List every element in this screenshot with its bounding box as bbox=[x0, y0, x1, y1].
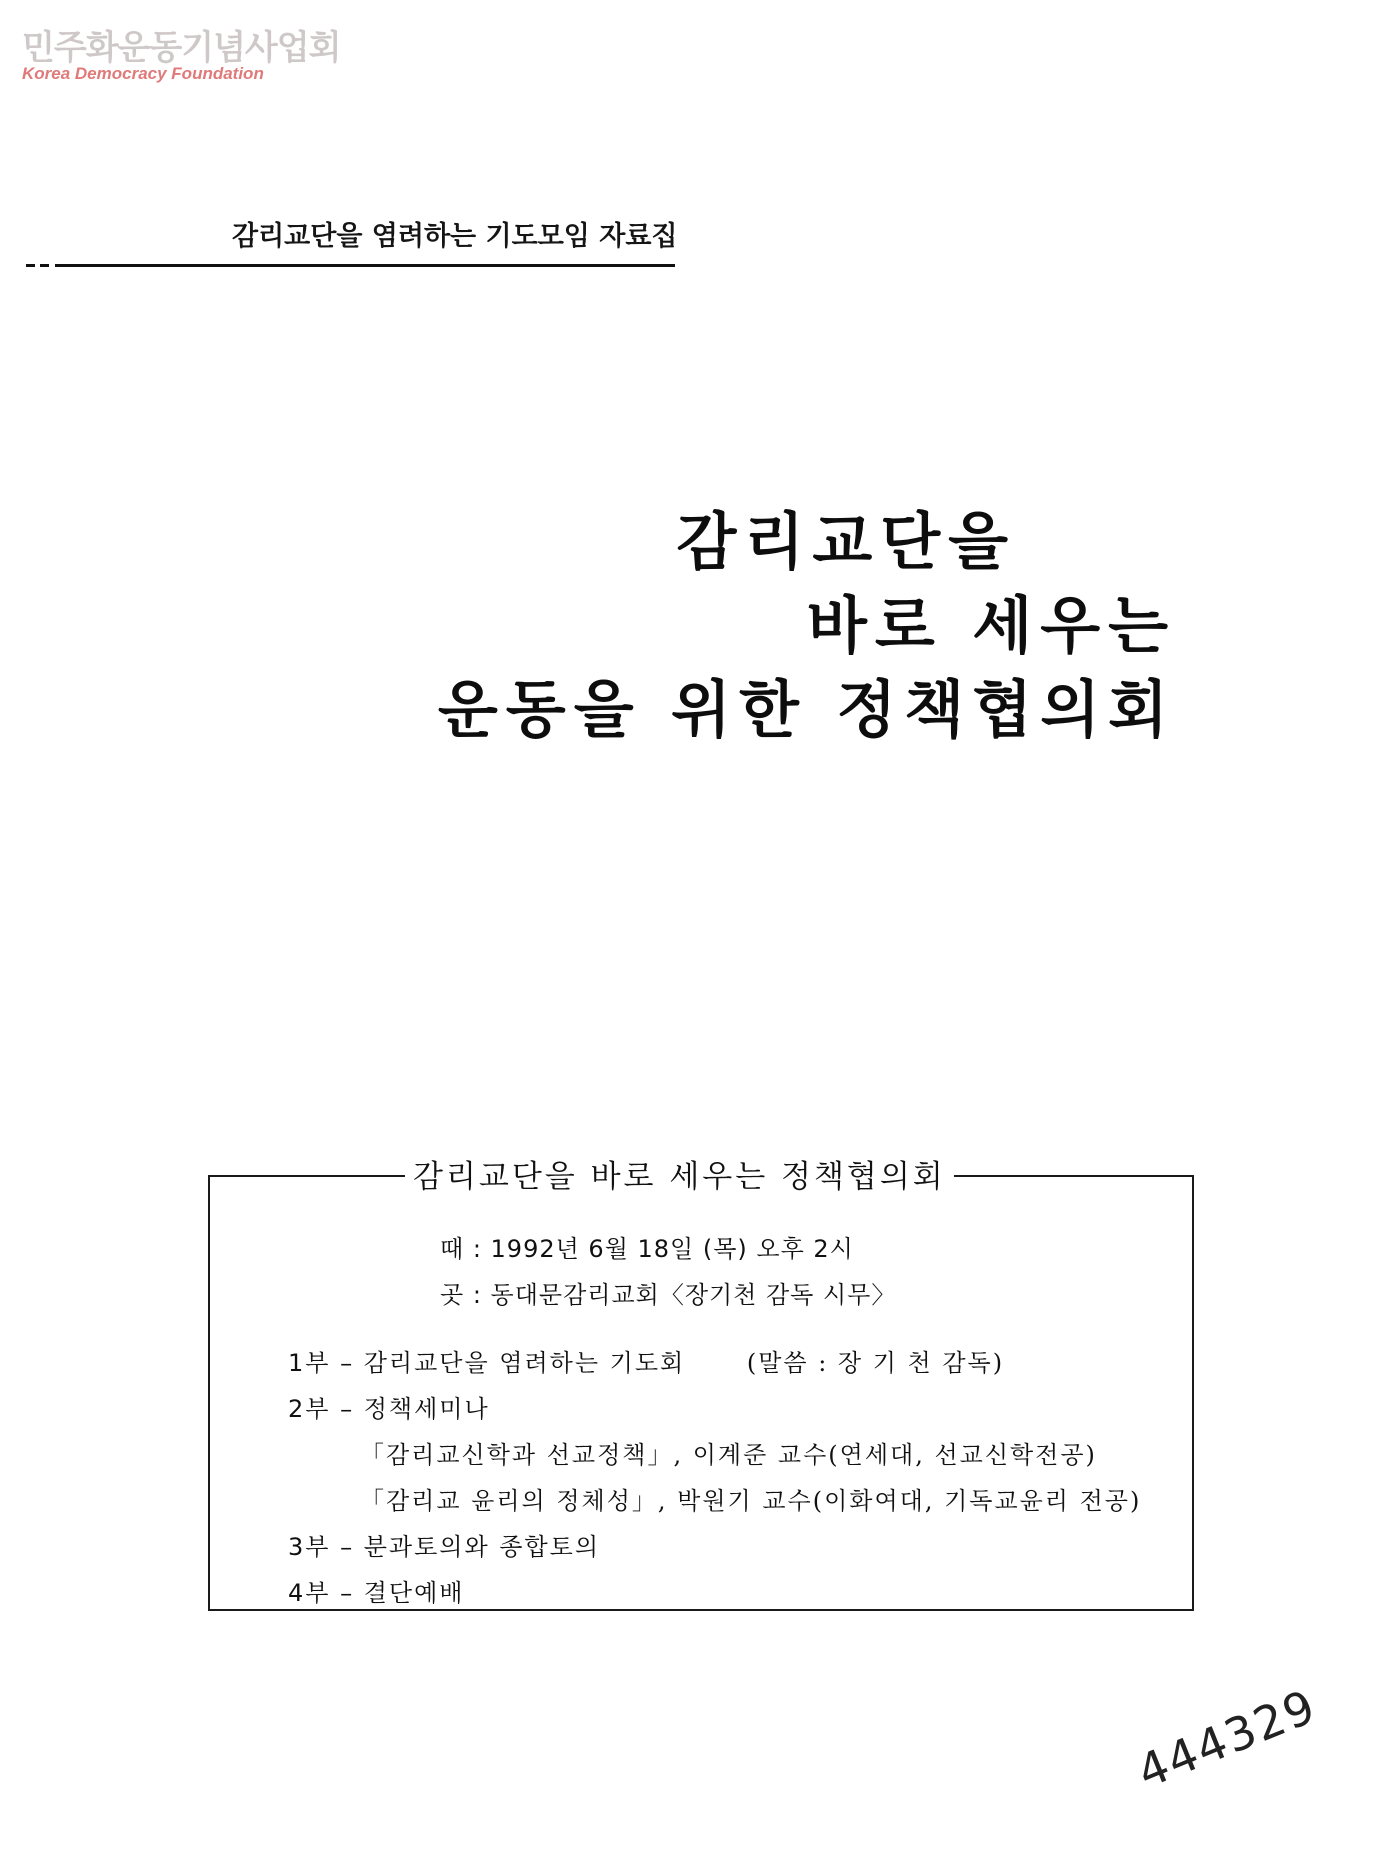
program-item-text: 결단예배 bbox=[363, 1579, 465, 1607]
program-dash: – bbox=[340, 1395, 355, 1423]
program-part-label: 1부 bbox=[288, 1349, 331, 1377]
main-title-line-1: 감리교단을 bbox=[676, 505, 1016, 578]
program-part-label: 4부 bbox=[288, 1579, 331, 1607]
program-item-text: 분과토의와 종합토의 bbox=[363, 1533, 601, 1561]
program-item-part-3 bbox=[288, 1527, 600, 1562]
main-title-line-2: 바로 세우는 bbox=[806, 589, 1176, 662]
watermark-english: Korea Democracy Foundation bbox=[22, 64, 264, 83]
program-box-title: 감리교단을 바로 세우는 정책협의회 bbox=[405, 1151, 954, 1196]
program-item-part-2 bbox=[288, 1389, 490, 1424]
main-title bbox=[438, 500, 1176, 752]
main-title-line-3: 운동을 위한 정책협의회 bbox=[437, 673, 1176, 746]
program-item-text: 정책세미나 bbox=[363, 1395, 490, 1423]
program-lecture-2: 「감리교 윤리의 정체성」, 박원기 교수(이화여대, 기독교윤리 전공) bbox=[360, 1487, 1142, 1515]
program-dash: – bbox=[340, 1533, 355, 1561]
series-rule bbox=[55, 264, 675, 267]
series-title: 감리교단을 염려하는 기도모임 자료집 bbox=[232, 221, 678, 252]
program-item-text: 감리교단을 염려하는 기도회 bbox=[363, 1349, 686, 1377]
series-rule-dashed bbox=[26, 264, 52, 267]
program-part-label: 2부 bbox=[288, 1395, 331, 1423]
watermark-korean: 민주화운동기념사업회 bbox=[22, 28, 341, 68]
event-place: 곳 : 동대문감리교회〈장기천 감독 시무〉 bbox=[440, 1281, 897, 1309]
program-speaker: (말씀 : 장 기 천 감독) bbox=[746, 1349, 1005, 1377]
handwritten-archive-number: 444329 bbox=[1129, 1678, 1324, 1799]
program-dash: – bbox=[340, 1579, 355, 1607]
program-lecture-1: 「감리교신학과 선교정책」, 이계준 교수(연세대, 선교신학전공) bbox=[360, 1441, 1097, 1469]
program-item-part-4 bbox=[288, 1573, 465, 1608]
program-dash: – bbox=[340, 1349, 355, 1377]
program-box bbox=[208, 1159, 1194, 1611]
program-item-part-1 bbox=[288, 1343, 1004, 1378]
event-time: 때 : 1992년 6월 18일 (목) 오후 2시 bbox=[440, 1235, 854, 1263]
program-part-label: 3부 bbox=[288, 1533, 331, 1561]
